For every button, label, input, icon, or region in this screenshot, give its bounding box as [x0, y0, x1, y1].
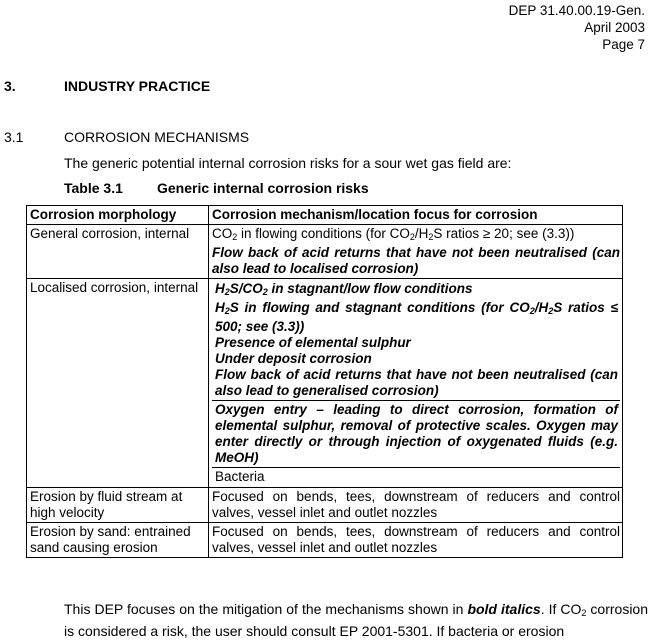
header-mechanism: Corrosion mechanism/location focus for corrosion — [209, 206, 623, 225]
document-id: DEP 31.40.00.19-Gen. — [508, 3, 645, 18]
intro-text: The generic potential internal corrosion risks for a sour wet gas field are: — [64, 155, 512, 171]
morphology-cell: Localised corrosion, internal — [27, 279, 209, 488]
morphology-cell: General corrosion, internal — [27, 225, 209, 279]
bacteria-group — [212, 467, 620, 486]
flowback-item: Flow back of acid returns that have not been neutralised (can also lead to generalised corrosion) — [215, 367, 618, 398]
section-title: INDUSTRY PRACTICE — [64, 78, 211, 94]
h2s-flowing-item: $H_2S$ in flowing and stagnant conditions (for $CO_2/H_2S$ ratios ≤ 500; see (3.3)) — [215, 300, 618, 334]
h2s-stagnant-item: $H_2S/CO_2$ in stagnant/low flow conditions — [215, 281, 473, 297]
subsection-title: CORROSION MECHANISMS — [64, 129, 250, 145]
table-row — [27, 488, 623, 523]
subsection-number: 3.1 — [4, 129, 24, 145]
table-row — [27, 279, 623, 488]
table-caption-number: Table 3.1 — [64, 180, 123, 196]
table-row — [27, 523, 623, 558]
body-paragraph: This DEP focuses on the mitigation of the mechanisms shown in bold italics. If $CO_2$ corrosion is considered a risk, the user should consult EP 2001-5301. If bacteria or erosion — [64, 601, 648, 639]
table-row — [27, 225, 623, 279]
mechanism-cell: Focused on bends, tees, downstream of reducers and control valves, vessel inlet and outlet nozzles — [209, 523, 623, 558]
morphology-cell: Erosion by sand: entrained sand causing erosion — [27, 523, 209, 558]
deposit-item: Under deposit corrosion — [215, 351, 372, 366]
section-number: 3. — [4, 78, 16, 94]
page-header — [509, 2, 645, 53]
table-caption-title: Generic internal corrosion risks — [157, 180, 369, 196]
oxygen-group — [212, 400, 620, 467]
mechanism-cell — [209, 225, 623, 279]
page-number: Page 7 — [602, 37, 645, 52]
sulphur-item: Presence of elemental sulphur — [215, 335, 411, 350]
flowback-item: Flow back of acid returns that have not been neutralised (can also lead to localised corrosion) — [212, 245, 620, 276]
corrosion-risks-table — [26, 205, 623, 558]
header-morphology: Corrosion morphology — [27, 206, 209, 225]
oxygen-item: Oxygen entry – leading to direct corrosion, formation of elemental sulphur, removal of protective scales. Oxygen may enter directly or through injection of oxygenated fluids (e.g. MeOH) — [215, 402, 618, 465]
bacteria-item: Bacteria — [215, 469, 265, 484]
mechanism-cell — [209, 279, 623, 488]
mechanism-group — [212, 280, 620, 400]
morphology-cell: Erosion by fluid stream at high velocity — [27, 488, 209, 523]
document-date: April 2003 — [584, 20, 645, 35]
co2-flowing-item: $CO_2$ in flowing conditions (for $CO_2/H_2S$ ratios ≥ 20; see (3.3)) — [212, 226, 575, 242]
mechanism-cell: Focused on bends, tees, downstream of reducers and control valves, vessel inlet and outlet nozzles — [209, 488, 623, 523]
table-header-row — [27, 206, 623, 225]
